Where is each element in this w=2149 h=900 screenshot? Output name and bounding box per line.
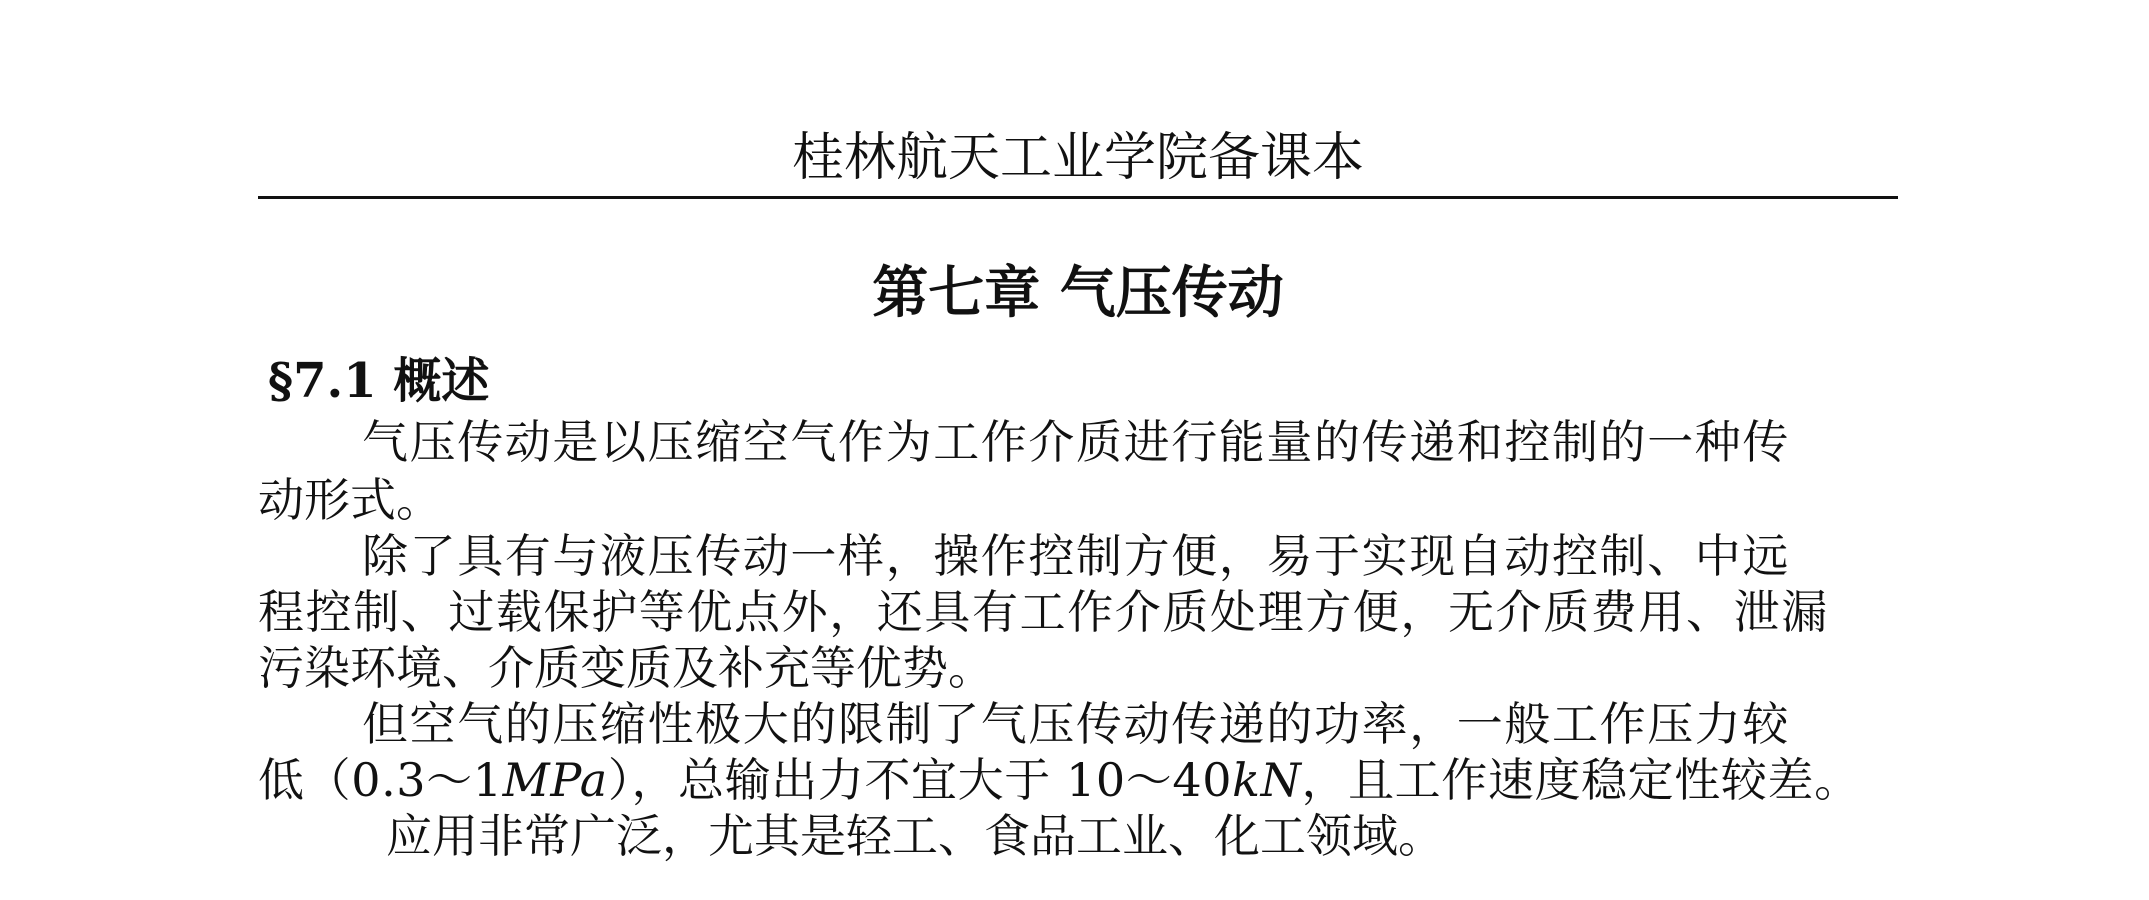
section-title: §7.1 概述 bbox=[268, 353, 490, 409]
paragraph-2-line-2: 程控制、过载保护等优点外，还具有工作介质处理方便，无介质费用、泄漏 bbox=[258, 585, 1829, 639]
page-header-title: 桂林航天工业学院备课本 bbox=[791, 128, 1364, 188]
paragraph-2-line-3: 污染环境、介质变质及补充等优势。 bbox=[258, 641, 994, 695]
pressure-unit: MPa bbox=[502, 753, 608, 807]
paragraph-1-line-1: 气压传动是以压缩空气作为工作介质进行能量的传递和控制的一种传 bbox=[362, 415, 1790, 469]
force-range-text: ），总输出力不宜大于 10～40 bbox=[607, 753, 1233, 807]
force-unit: kN bbox=[1232, 753, 1302, 807]
chapter-title: 第七章 气压传动 bbox=[872, 260, 1284, 326]
header-divider bbox=[258, 196, 1898, 199]
speed-stability-text: ，且工作速度稳定性较差。 bbox=[1301, 753, 1861, 807]
paragraph-3-line-2 bbox=[258, 750, 1898, 810]
paragraph-1-line-2: 动形式。 bbox=[258, 473, 442, 527]
paragraph-4-line-1: 应用非常广泛，尤其是轻工、食品工业、化工领域。 bbox=[386, 809, 1444, 863]
paragraph-3-line-1: 但空气的压缩性极大的限制了气压传动传递的功率，一般工作压力较 bbox=[362, 697, 1790, 751]
paragraph-2-line-1: 除了具有与液压传动一样，操作控制方便，易于实现自动控制、中远 bbox=[362, 529, 1790, 583]
pressure-range-text: 低（0.3～1 bbox=[258, 753, 503, 807]
